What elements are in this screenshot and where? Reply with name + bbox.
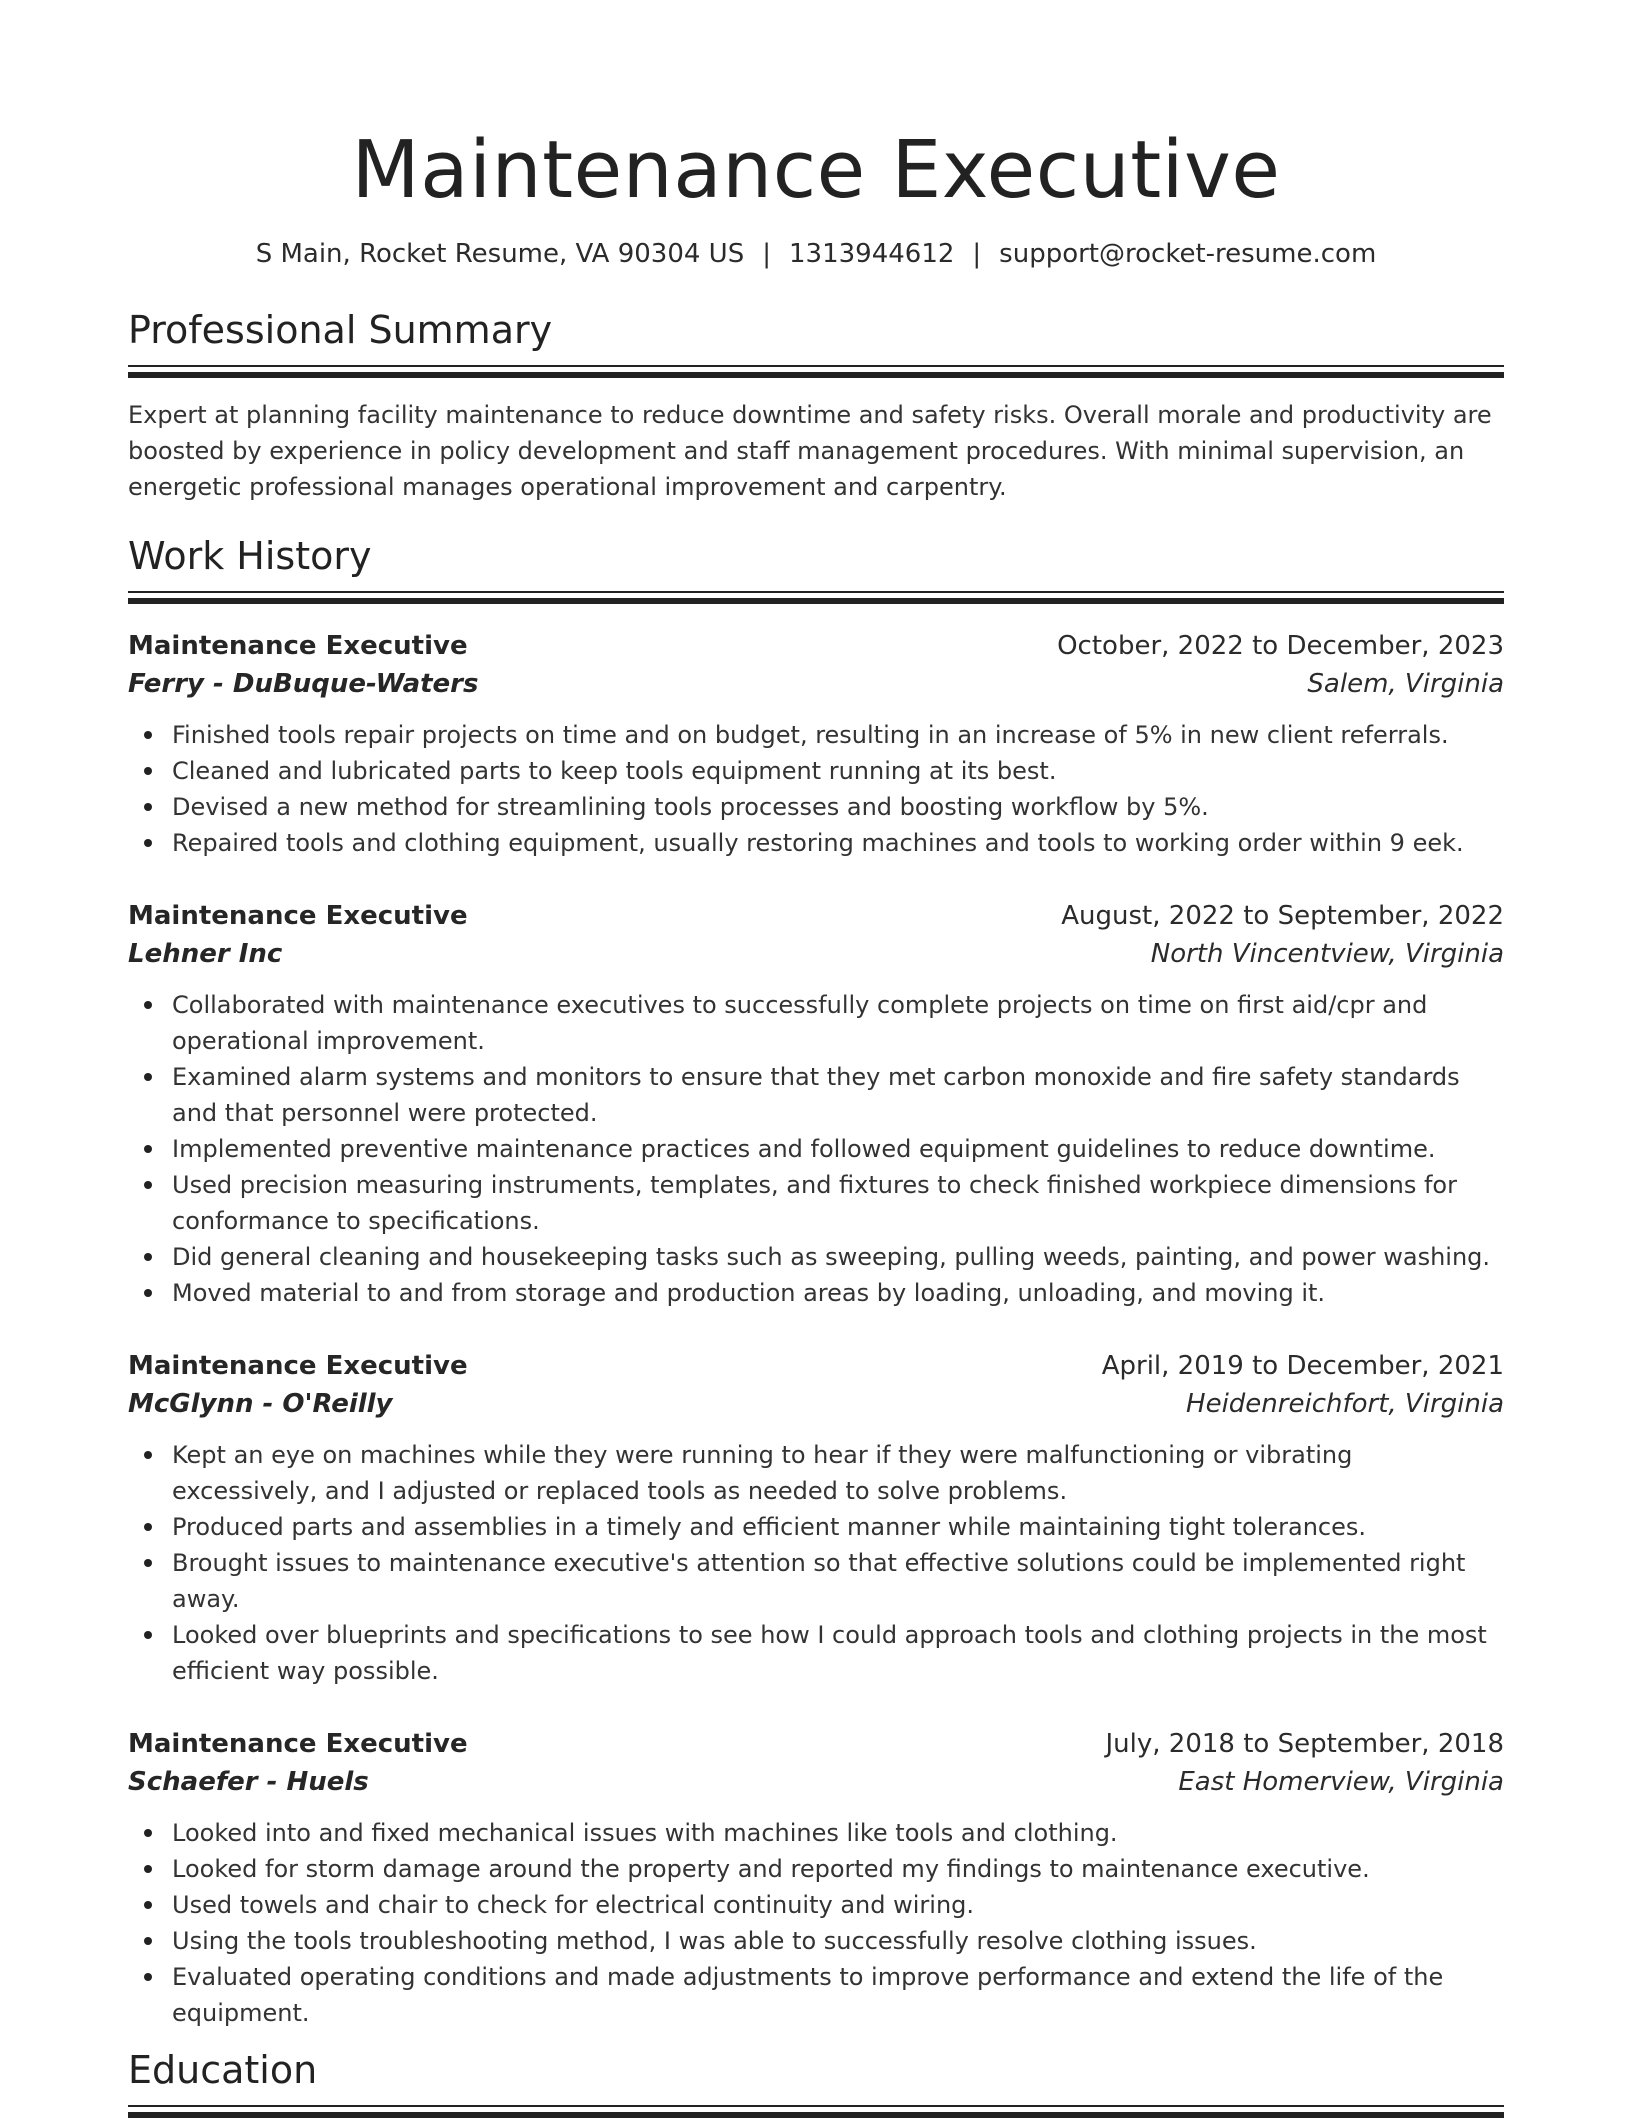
job-header-row bbox=[128, 897, 1504, 935]
section-divider bbox=[128, 591, 1504, 605]
job-bullet: Repaired tools and clothing equipment, usually restoring machines and tools to working order within 9 eek. bbox=[128, 825, 1504, 861]
job-dates: October, 2022 to December, 2023 bbox=[1057, 631, 1504, 661]
job-entry bbox=[128, 1347, 1504, 1689]
job-bullet: Evaluated operating conditions and made adjustments to improve performance and extend the life of the equipment. bbox=[128, 1959, 1504, 2031]
job-company: McGlynn - O'Reilly bbox=[128, 1389, 393, 1419]
job-bullet: Brought issues to maintenance executive's attention so that effective solutions could be implemented right away. bbox=[128, 1545, 1504, 1617]
job-bullet: Cleaned and lubricated parts to keep tools equipment running at its best. bbox=[128, 753, 1504, 789]
job-dates: April, 2019 to December, 2021 bbox=[1101, 1351, 1504, 1381]
job-bullets bbox=[128, 717, 1504, 861]
job-header-row bbox=[128, 627, 1504, 665]
job-bullet: Kept an eye on machines while they were running to hear if they were malfunctioning or vibrating excessively, and I adjusted or replaced tools as needed to solve problems. bbox=[128, 1437, 1504, 1509]
job-title: Maintenance Executive bbox=[128, 901, 468, 931]
job-bullet: Moved material to and from storage and production areas by loading, unloading, and moving it. bbox=[128, 1275, 1504, 1311]
job-bullet: Implemented preventive maintenance practices and followed equipment guidelines to reduce downtime. bbox=[128, 1131, 1504, 1167]
job-bullets bbox=[128, 1815, 1504, 2031]
contact-separator: | bbox=[762, 239, 771, 269]
contact-separator: | bbox=[972, 239, 982, 269]
job-entry bbox=[128, 627, 1504, 861]
job-bullet: Did general cleaning and housekeeping tasks such as sweeping, pulling weeds, painting, and power washing. bbox=[128, 1239, 1504, 1275]
job-dates: July, 2018 to September, 2018 bbox=[1105, 1729, 1504, 1759]
section-divider bbox=[128, 2105, 1504, 2119]
job-bullet: Used towels and chair to check for electrical continuity and wiring. bbox=[128, 1887, 1504, 1923]
summary-text: Expert at planning facility maintenance to reduce downtime and safety risks. Overall morale and productivity are boosted by experience in policy development and staff management procedures. With minimal supervision, an energetic professional manages operational improvement and carpentry. bbox=[128, 401, 1492, 501]
job-entry bbox=[128, 1725, 1504, 2031]
professional-summary-section bbox=[128, 307, 1504, 505]
job-bullet: Looked over blueprints and specifications to see how I could approach tools and clothing projects in the most efficient way possible. bbox=[128, 1617, 1504, 1689]
job-title: Maintenance Executive bbox=[128, 631, 468, 661]
job-company-row bbox=[128, 1385, 1504, 1423]
job-bullet: Devised a new method for streamlining tools processes and boosting workflow by 5%. bbox=[128, 789, 1504, 825]
job-location: North Vincentview, Virginia bbox=[1150, 939, 1504, 969]
section-title: Professional Summary bbox=[128, 308, 553, 352]
job-bullet: Using the tools troubleshooting method, I was able to successfully resolve clothing issues. bbox=[128, 1923, 1504, 1959]
job-bullet: Used precision measuring instruments, templates, and fixtures to check finished workpiece dimensions for conformance to specifications. bbox=[128, 1167, 1504, 1239]
job-company-row bbox=[128, 665, 1504, 703]
contact-phone: 1313944612 bbox=[788, 239, 955, 269]
job-bullets bbox=[128, 1437, 1504, 1689]
education-section bbox=[128, 2047, 1504, 2119]
job-location: East Homerview, Virginia bbox=[1178, 1767, 1504, 1797]
job-company: Ferry - DuBuque-Waters bbox=[128, 669, 479, 699]
section-title: Work History bbox=[128, 534, 372, 578]
work-history-section bbox=[128, 533, 1504, 2031]
job-title: Maintenance Executive bbox=[128, 1351, 468, 1381]
section-divider bbox=[128, 365, 1504, 379]
job-title: Maintenance Executive bbox=[128, 1729, 468, 1759]
job-company: Schaefer - Huels bbox=[128, 1767, 369, 1797]
contact-line bbox=[128, 237, 1504, 271]
job-bullet: Produced parts and assemblies in a timely and efficient manner while maintaining tight tolerances. bbox=[128, 1509, 1504, 1545]
job-header-row bbox=[128, 1725, 1504, 1763]
job-bullet: Looked for storm damage around the property and reported my findings to maintenance executive. bbox=[128, 1851, 1504, 1887]
section-title: Education bbox=[128, 2048, 318, 2092]
job-location: Heidenreichfort, Virginia bbox=[1186, 1389, 1504, 1419]
resume-name: Maintenance Executive bbox=[351, 124, 1281, 216]
job-bullet: Finished tools repair projects on time and on budget, resulting in an increase of 5% in new client referrals. bbox=[128, 717, 1504, 753]
job-entry bbox=[128, 897, 1504, 1311]
job-company: Lehner Inc bbox=[128, 939, 283, 969]
contact-email: support@rocket-resume.com bbox=[999, 239, 1377, 269]
job-bullets bbox=[128, 987, 1504, 1311]
job-bullet: Looked into and fixed mechanical issues with machines like tools and clothing. bbox=[128, 1815, 1504, 1851]
job-location: Salem, Virginia bbox=[1307, 669, 1504, 699]
job-bullet: Examined alarm systems and monitors to ensure that they met carbon monoxide and fire safety standards and that personnel were protected. bbox=[128, 1059, 1504, 1131]
contact-address: S Main, Rocket Resume, VA 90304 US bbox=[255, 239, 745, 269]
job-company-row bbox=[128, 935, 1504, 973]
job-company-row bbox=[128, 1763, 1504, 1801]
job-header-row bbox=[128, 1347, 1504, 1385]
job-bullet: Collaborated with maintenance executives to successfully complete projects on time on first aid/cpr and operational improvement. bbox=[128, 987, 1504, 1059]
job-dates: August, 2022 to September, 2022 bbox=[1061, 901, 1504, 931]
